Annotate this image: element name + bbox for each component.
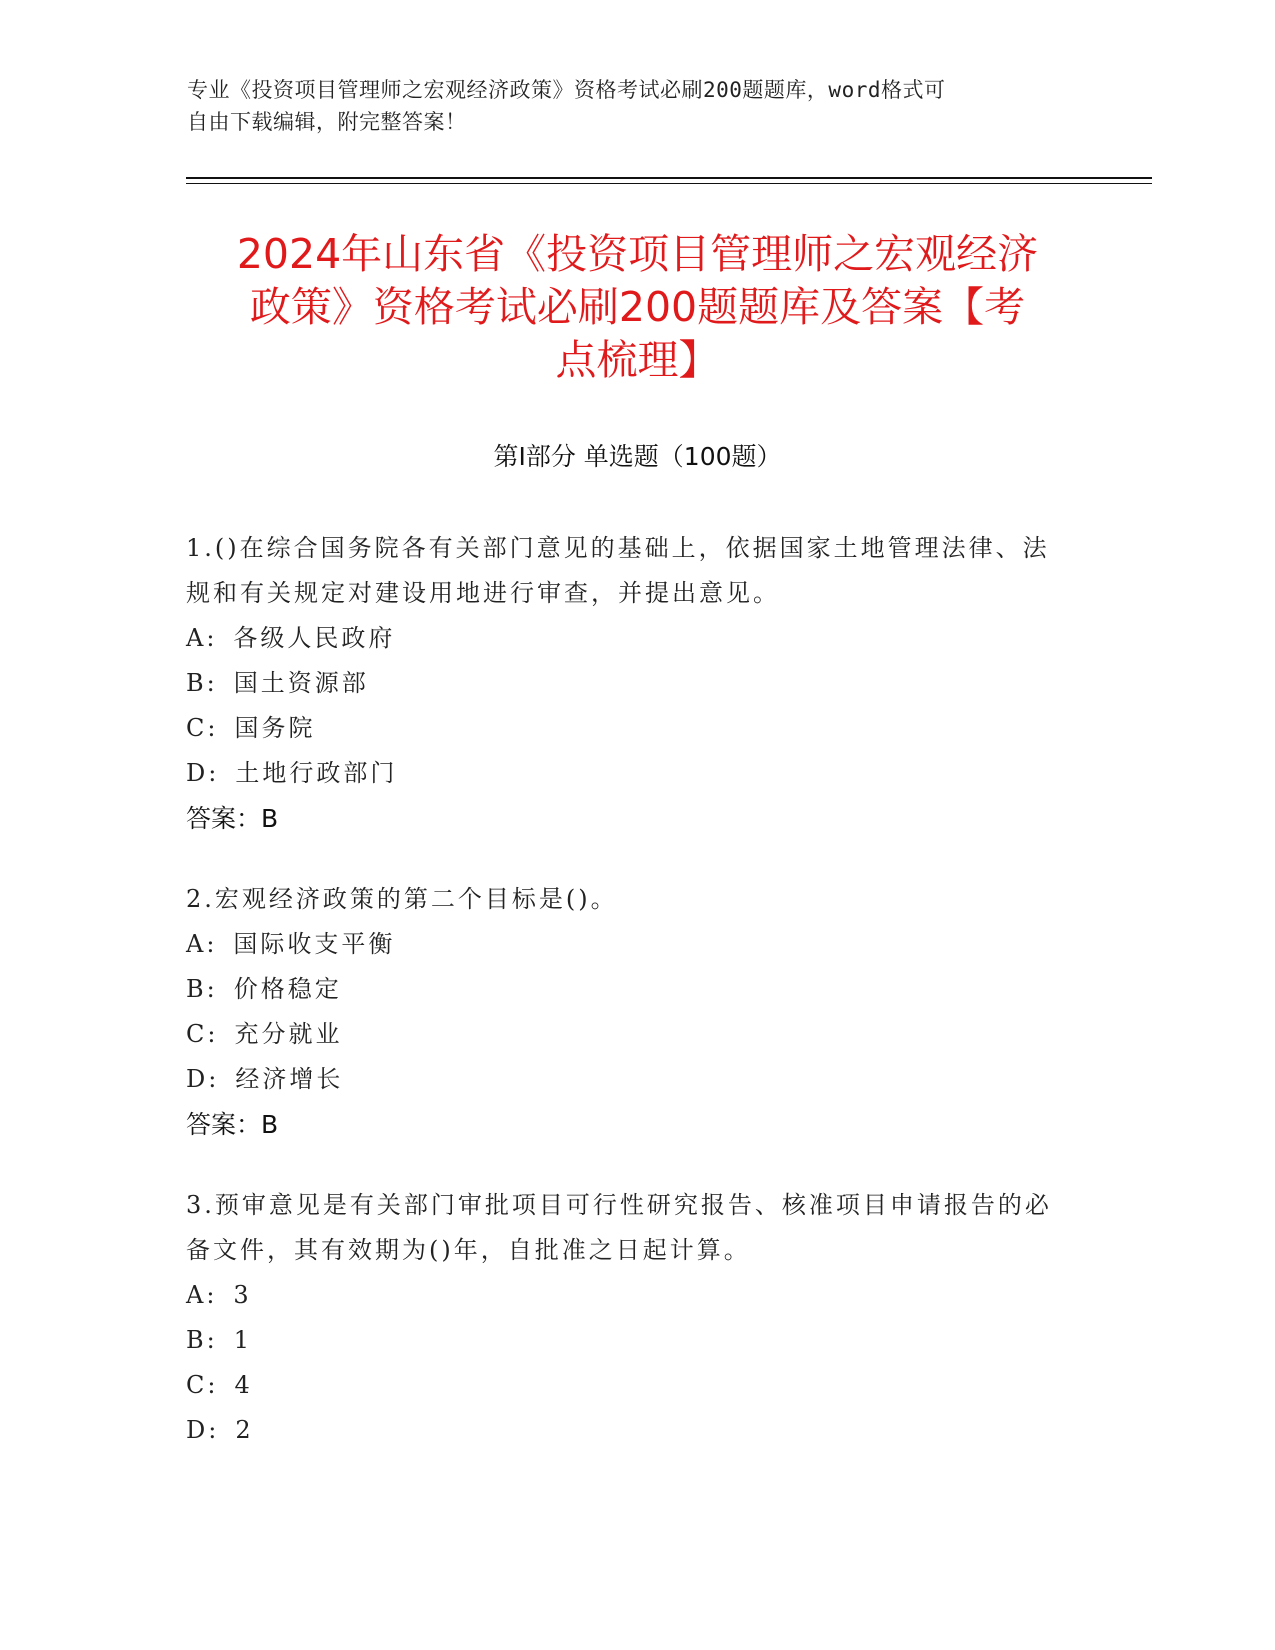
title-line-3: 点梳理】 bbox=[555, 336, 720, 384]
answer-label: 答案：B bbox=[186, 1110, 279, 1139]
option-b bbox=[186, 1318, 1066, 1363]
option-text: 国土资源部 bbox=[233, 669, 369, 697]
title-line-1: 2024年山东省《投资项目管理师之宏观经济 bbox=[236, 230, 1039, 278]
option-text: 价格稳定 bbox=[233, 975, 342, 1003]
option-text: 国务院 bbox=[234, 714, 316, 742]
option-c bbox=[186, 1012, 1066, 1057]
option-text: 3 bbox=[233, 1281, 252, 1309]
option-d bbox=[186, 1408, 1066, 1453]
question-2 bbox=[186, 877, 1066, 1147]
header-note-line-2: 自由下载编辑，附完整答案！ bbox=[187, 110, 467, 134]
option-letter: B: bbox=[186, 975, 218, 1003]
question-3 bbox=[186, 1183, 1066, 1453]
option-letter: C: bbox=[186, 1371, 219, 1399]
option-letter: C: bbox=[186, 1020, 219, 1048]
document-title bbox=[180, 228, 1095, 387]
option-letter: C: bbox=[186, 714, 219, 742]
question-stem: 3.预审意见是有关部门审批项目可行性研究报告、核准项目申请报告的必备文件，其有效期为()年，自批准之日起计算。 bbox=[186, 1191, 1052, 1264]
option-text: 经济增长 bbox=[235, 1065, 344, 1093]
option-text: 土地行政部门 bbox=[235, 759, 398, 787]
question-stem: 2.宏观经济政策的第二个目标是()。 bbox=[186, 885, 618, 913]
option-letter: D: bbox=[186, 1416, 220, 1444]
option-text: 2 bbox=[235, 1416, 254, 1444]
option-letter: A: bbox=[186, 624, 218, 652]
section-heading: 第I部分 单选题（100题） bbox=[493, 442, 782, 471]
option-letter: D: bbox=[186, 1065, 220, 1093]
answer-label: 答案：B bbox=[186, 804, 279, 833]
option-d bbox=[186, 1057, 1066, 1102]
question-list bbox=[186, 526, 1066, 1489]
option-b bbox=[186, 661, 1066, 706]
option-b bbox=[186, 967, 1066, 1012]
header-rule-thin bbox=[186, 183, 1152, 184]
question-stem: 1.()在综合国务院各有关部门意见的基础上，依据国家土地管理法律、法规和有关规定对建设用地进行审查，并提出意见。 bbox=[186, 534, 1050, 607]
option-a bbox=[186, 922, 1066, 967]
option-text: 1 bbox=[233, 1326, 253, 1354]
option-letter: A: bbox=[186, 1281, 218, 1309]
option-letter: A: bbox=[186, 930, 218, 958]
header-note bbox=[187, 74, 1067, 138]
option-a bbox=[186, 616, 1066, 661]
option-c bbox=[186, 706, 1066, 751]
option-a bbox=[186, 1273, 1066, 1318]
option-text: 国际收支平衡 bbox=[233, 930, 396, 958]
option-letter: B: bbox=[186, 1326, 218, 1354]
option-text: 充分就业 bbox=[234, 1020, 343, 1048]
option-letter: B: bbox=[186, 669, 218, 697]
header-rule-thick bbox=[186, 177, 1152, 179]
option-c bbox=[186, 1363, 1066, 1408]
option-text: 各级人民政府 bbox=[233, 624, 396, 652]
title-line-2: 政策》资格考试必刷200题题库及答案【考 bbox=[249, 283, 1026, 331]
option-d bbox=[186, 751, 1066, 796]
option-letter: D: bbox=[186, 759, 220, 787]
question-1 bbox=[186, 526, 1066, 841]
option-text: 4 bbox=[234, 1371, 253, 1399]
header-note-line-1: 专业《投资项目管理师之宏观经济政策》资格考试必刷200题题库，word格式可 bbox=[187, 78, 946, 102]
